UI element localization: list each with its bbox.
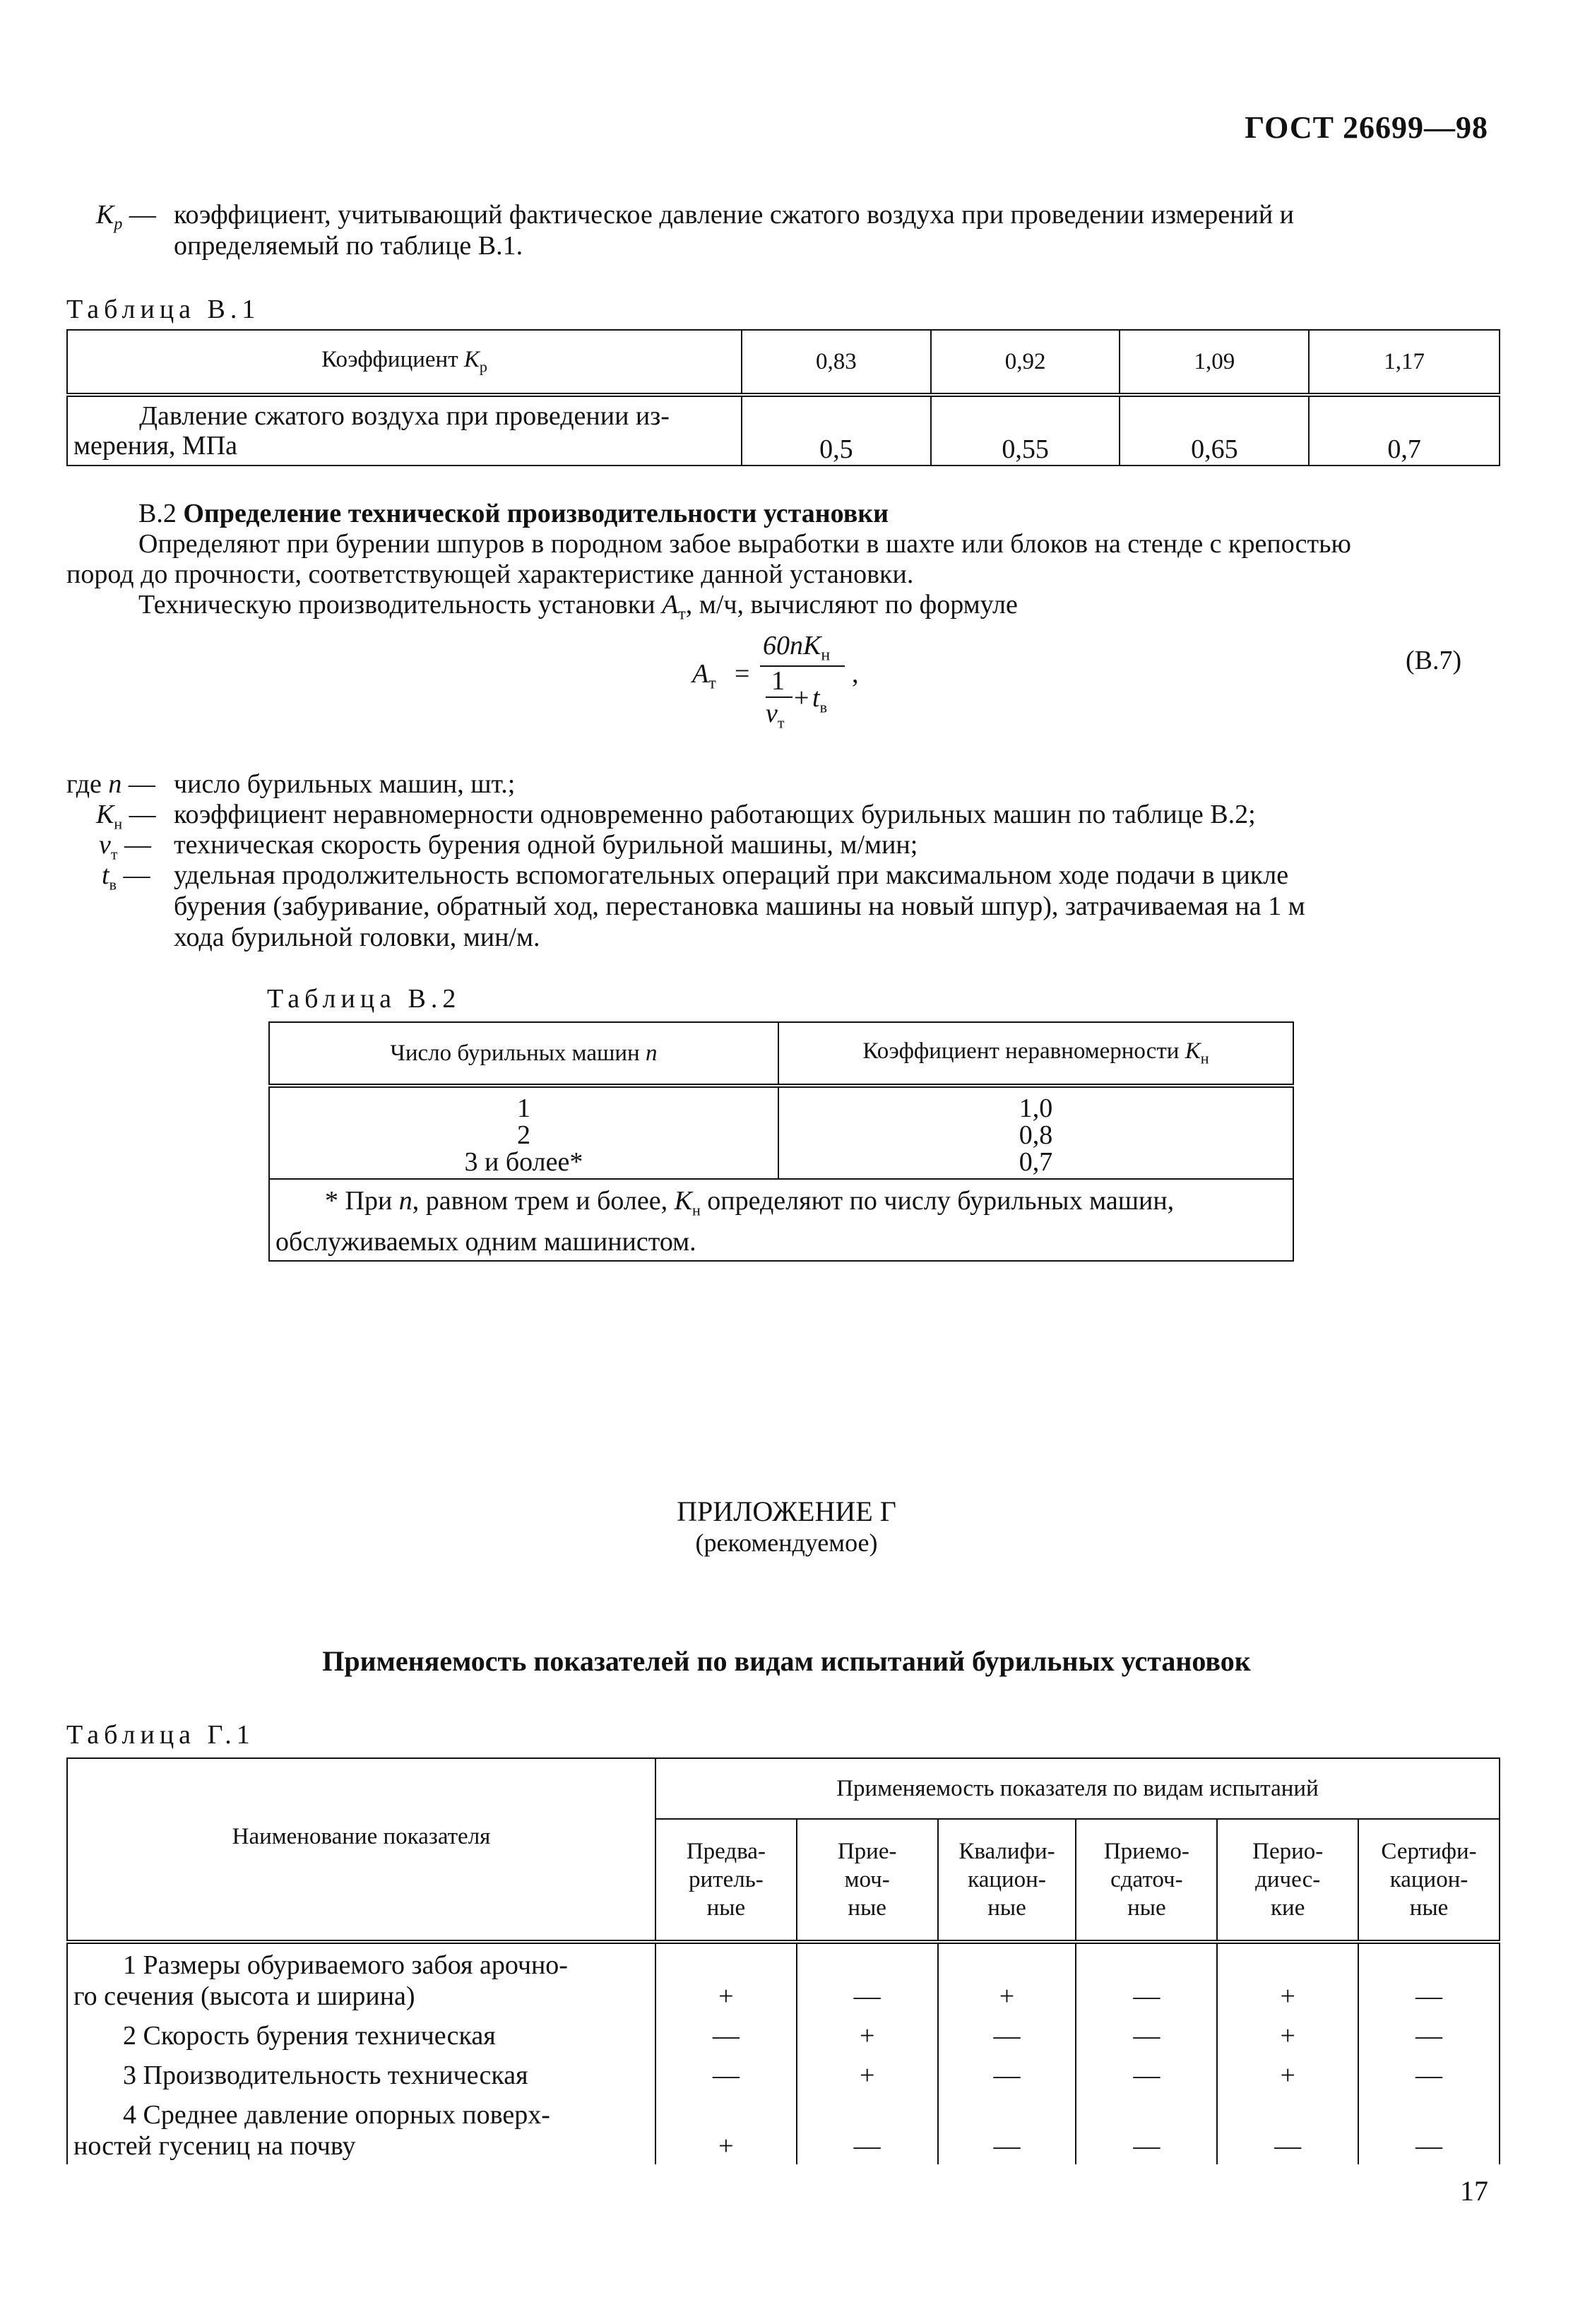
table-b2: [268, 1021, 1294, 1262]
applicability-mark: —: [938, 2015, 1076, 2054]
table-g1-header-test: Приемо- сдаточ- ные: [1076, 1819, 1217, 1942]
table-cell: 0,8: [1019, 1120, 1053, 1150]
table-g1-header-test: Прие- моч- ные: [797, 1819, 938, 1942]
table-g1-header-test: Предва- ритель- ные: [655, 1819, 797, 1942]
table-row: [67, 2094, 1500, 2164]
applicability-mark: —: [797, 1942, 938, 2015]
indicator-name: 2 Скорость бурения техническая: [67, 2015, 655, 2054]
table-b2-footnote: * При n, равном трем и более, $K_н$ определяют по числу бурильных машин, обслуживаемых одним машинистом.: [269, 1179, 1293, 1261]
indicator-name: 4 Среднее давление опорных поверх- ностей гусениц на почву: [67, 2094, 655, 2164]
table-b2-caption: Таблица В.2: [267, 984, 461, 1014]
table-g1-caption: Таблица Г.1: [66, 1720, 255, 1750]
applicability-mark: +: [797, 2054, 938, 2094]
section-b2-heading: В.2 Определение технической производительности установки: [138, 499, 889, 528]
indicator-name: 3 Производительность техническая: [67, 2054, 655, 2094]
indicator-name: 1 Размеры обуриваемого забоя арочно- го сечения (высота и ширина): [67, 1942, 655, 2015]
table-cell: 1,0: [1019, 1093, 1053, 1123]
applicability-mark: —: [1076, 2094, 1217, 2164]
applicability-mark: —: [938, 2054, 1076, 2094]
table-cell: 1,09: [1120, 330, 1309, 395]
applicability-mark: —: [1076, 2015, 1217, 2054]
kp-definition-symbol: $K_p$ —: [96, 200, 156, 234]
table-b1: [66, 329, 1500, 466]
table-cell: 1: [516, 1093, 530, 1123]
section-b2-paragraph2: Техническую производительность установки $A_т$, м/ч, вычисляют по формуле: [138, 590, 1018, 624]
table-g1-header-name: Наименование показателя: [67, 1758, 655, 1942]
applicability-mark: —: [655, 2015, 797, 2054]
applicability-mark: —: [797, 2094, 938, 2164]
table-g1-header-test: Сертифи- кацион- ные: [1358, 1819, 1500, 1942]
table-cell: 0,83: [742, 330, 931, 395]
table-cell: 0,65: [1120, 395, 1309, 466]
definition-kn-symbol: $K_н$ —: [96, 800, 156, 833]
definition-tv-symbol: $t_в$ —: [102, 860, 150, 894]
table-cell: 1,17: [1309, 330, 1500, 395]
applicability-mark: —: [1217, 2094, 1358, 2164]
table-cell: 0,7: [1309, 395, 1500, 466]
applicability-mark: —: [1358, 2015, 1500, 2054]
applicability-mark: +: [1217, 1942, 1358, 2015]
table-g1-header-group: Применяемость показателя по видам испытаний: [655, 1758, 1500, 1819]
table-cell: 0,55: [931, 395, 1120, 466]
definition-n: число бурильных машин, шт.;: [174, 769, 516, 799]
table-g1-header-test: Квалифи- кацион- ные: [938, 1819, 1076, 1942]
definition-vt: техническая скорость бурения одной бурильной машины, м/мин;: [174, 830, 918, 860]
table-b1-row2-label: Давление сжатого воздуха при проведении из- мерения, МПа: [67, 395, 742, 466]
table-row: [67, 2015, 1500, 2054]
definition-tv: удельная продолжительность вспомогательных операций при максимальном ходе подачи в цикле бурения (забуривание, обратный ход, перестановка машины на новый шпур), затрачиваемая на 1 м хода бурильной головки, мин/м.: [174, 860, 1305, 952]
applicability-mark: —: [1358, 1942, 1500, 2015]
section-b2-paragraph1-line2: пород до прочности, соответствующей характеристике данной установки.: [66, 559, 914, 589]
table-row: [67, 1942, 1500, 2015]
where-label: где n —: [66, 769, 155, 799]
appendix-subtitle: (рекомендуемое): [695, 1529, 878, 1557]
table-cell: 0,7: [1019, 1147, 1053, 1177]
table-g1-header-test: Перио- дичес- кие: [1217, 1819, 1358, 1942]
table-b1-caption: Таблица В.1: [66, 295, 261, 324]
formula-number: (В.7): [1406, 646, 1462, 675]
table-g1: [66, 1757, 1500, 2164]
table-cell: 0,92: [931, 330, 1120, 395]
table-cell: 2: [516, 1120, 530, 1150]
table-cell: 0,5: [742, 395, 931, 466]
table-b2-machines-values: [269, 1086, 778, 1179]
applicability-mark: +: [655, 2094, 797, 2164]
applicability-mark: +: [938, 1942, 1076, 2015]
table-b1-row1-label: Коэффициент $K_р$: [67, 330, 742, 395]
standard-number: ГОСТ 26699—98: [1245, 110, 1488, 145]
table-cell: 3 и более*: [464, 1147, 583, 1177]
table-b2-header-coefficient: Коэффициент неравномерности $K_н$: [778, 1022, 1293, 1086]
table-g1-body: [67, 1942, 1500, 2164]
definition-kn: коэффициент неравномерности одновременно работающих бурильных машин по таблице В.2;: [174, 800, 1256, 829]
section-b2-paragraph1-line1: Определяют при бурении шпуров в породном забое выработки в шахте или блоков на стенде с крепостью: [138, 529, 1351, 559]
applicability-mark: +: [797, 2015, 938, 2054]
table-b2-header-machines: Число бурильных машин n: [269, 1022, 778, 1086]
applicability-mark: —: [1076, 2054, 1217, 2094]
definition-vt-symbol: $v_т$ —: [99, 830, 151, 863]
applicability-mark: —: [1358, 2094, 1500, 2164]
table-b2-coefficient-values: [778, 1086, 1293, 1179]
applicability-mark: +: [1217, 2054, 1358, 2094]
applicability-mark: —: [938, 2094, 1076, 2164]
applicability-mark: —: [1358, 2054, 1500, 2094]
applicability-mark: +: [655, 1942, 797, 2015]
kp-definition-text: коэффициент, учитывающий фактическое давление сжатого воздуха при проведении измерений и определяемый по таблице В.1.: [174, 200, 1295, 261]
page-number: 17: [1460, 2175, 1488, 2207]
applicability-mark: +: [1217, 2015, 1358, 2054]
applicability-mark: —: [655, 2054, 797, 2094]
appendix-title: ПРИЛОЖЕНИЕ Г: [677, 1495, 896, 1527]
table-row: [67, 2054, 1500, 2094]
formula-b7: $A_т$ = $60nK_н$ 1 $v_т$ + $t_в$ ,: [692, 631, 859, 732]
applicability-mark: —: [1076, 1942, 1217, 2015]
appendix-heading: Применяемость показателей по видам испытаний бурильных установок: [322, 1645, 1251, 1677]
